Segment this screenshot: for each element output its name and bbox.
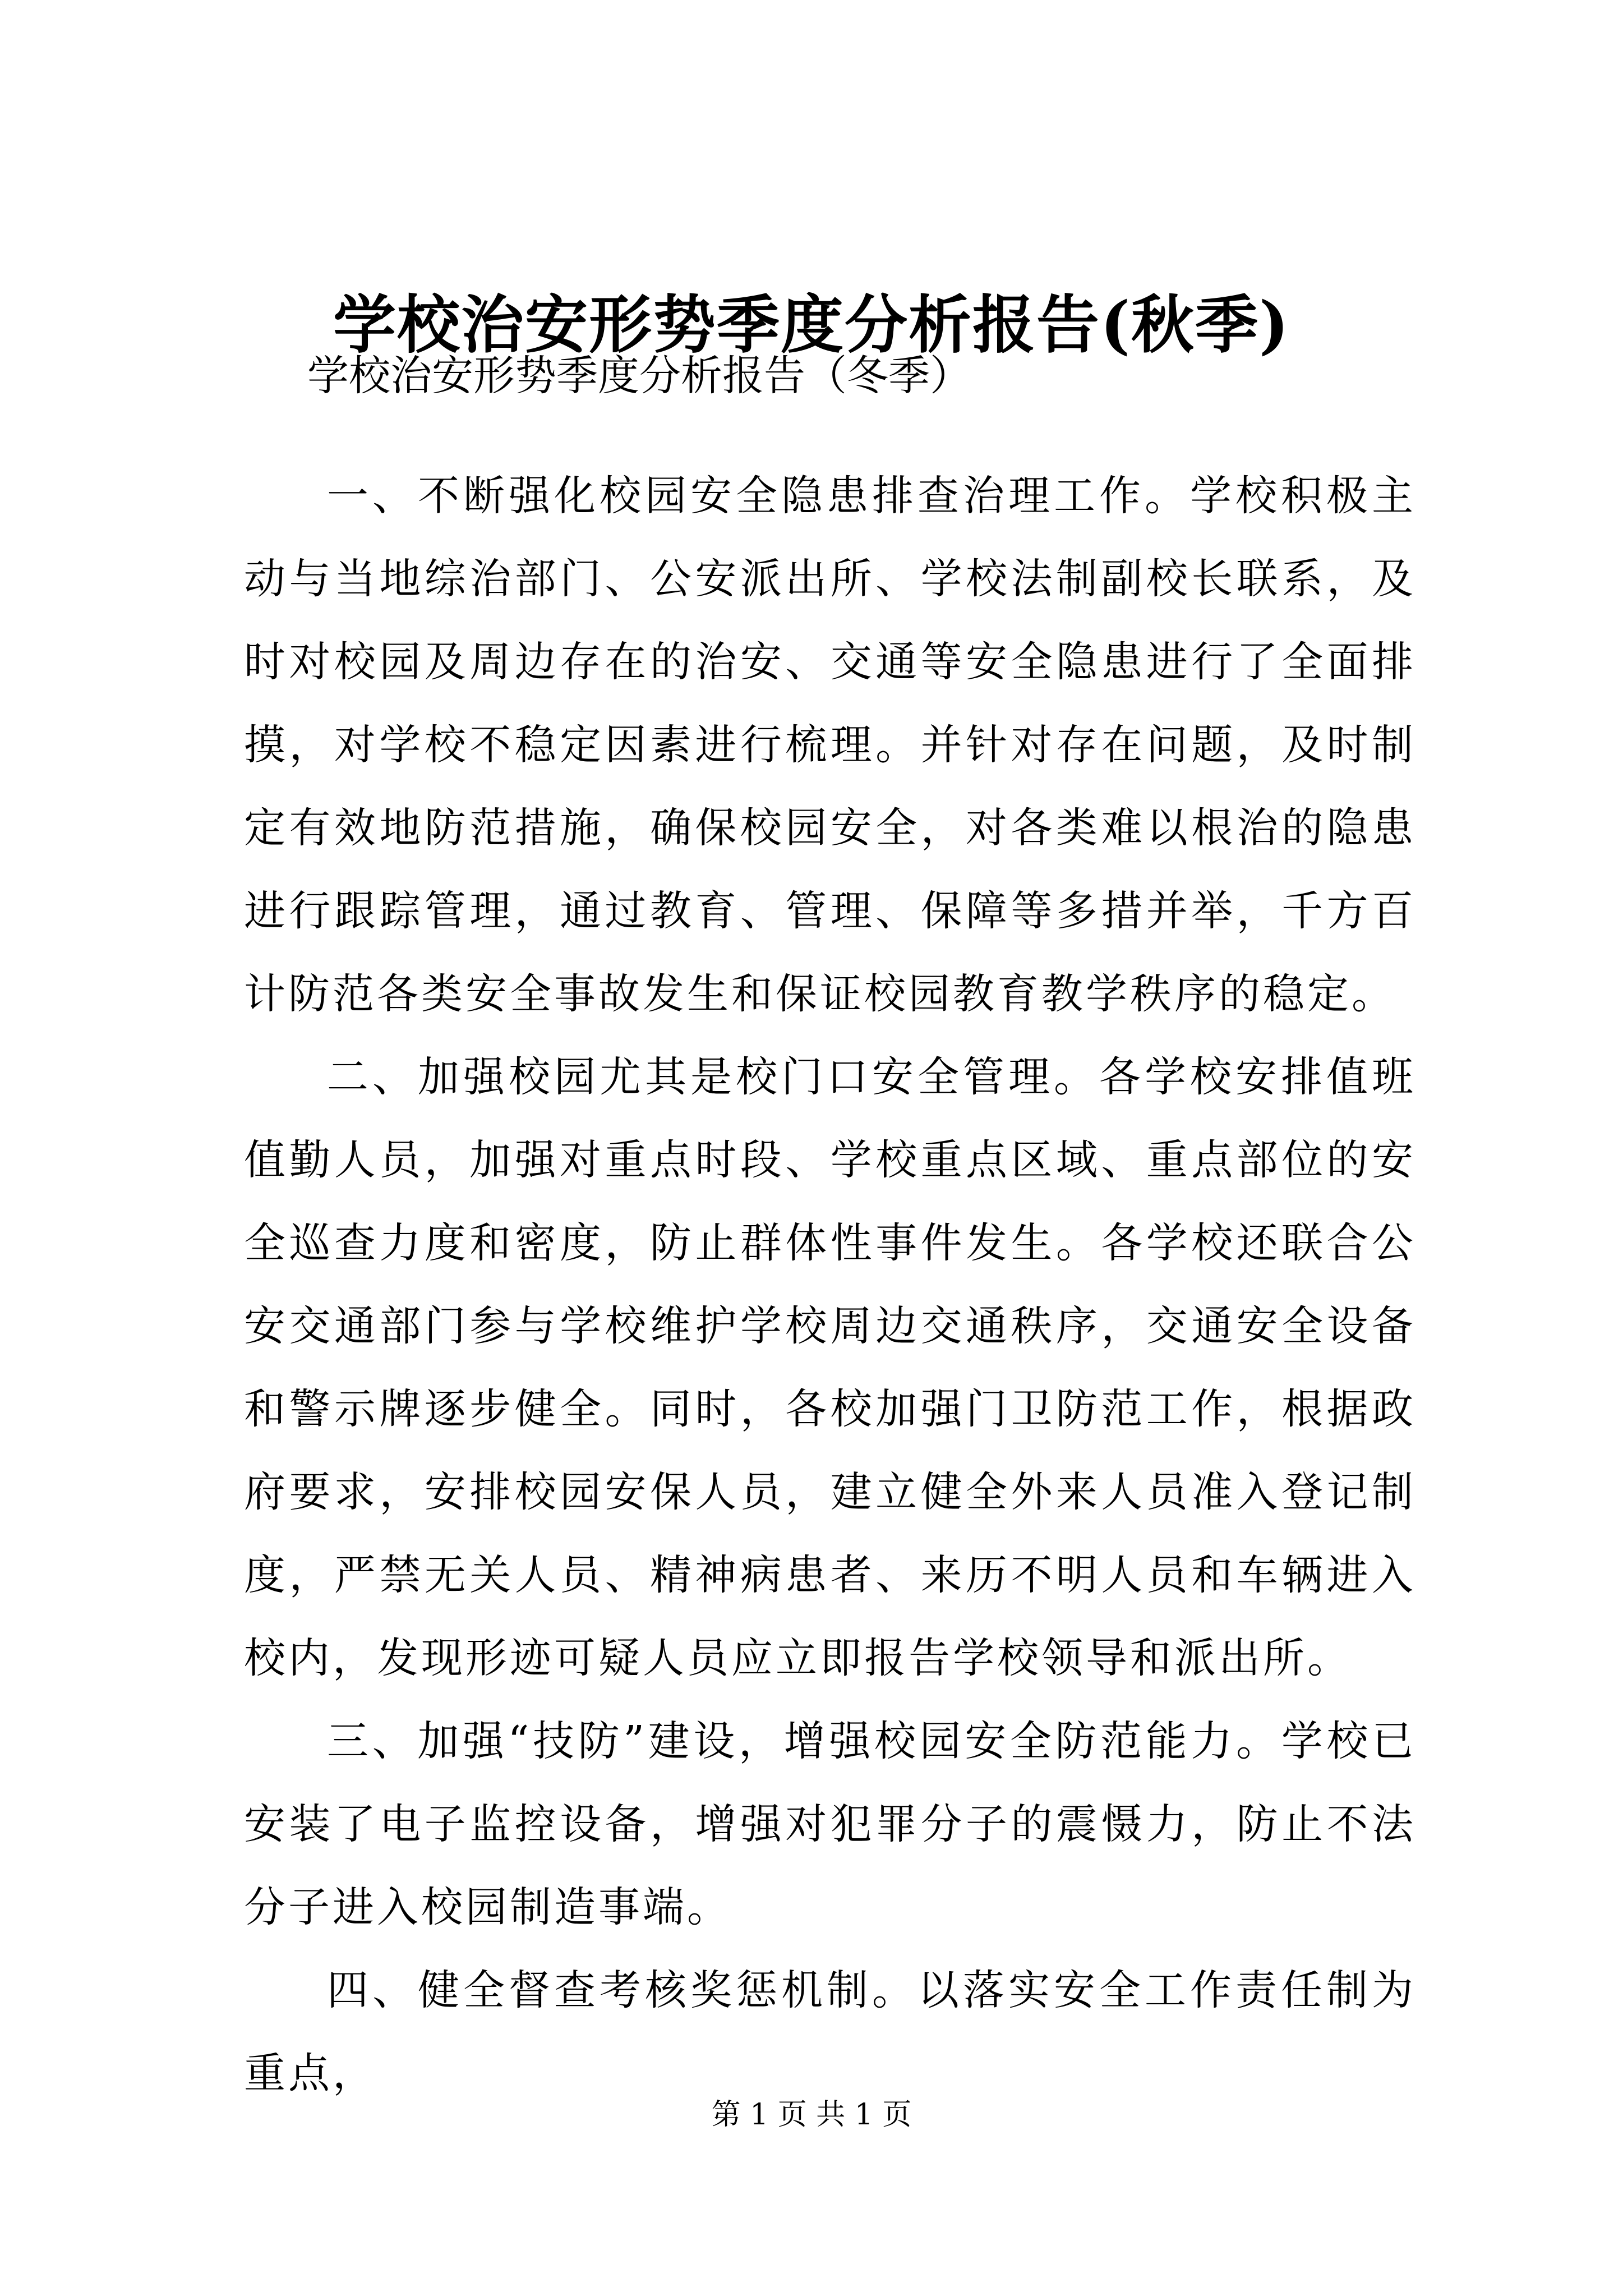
paragraph-2: 二、加强校园尤其是校门口安全管理。各学校安排值班值勤人员，加强对重点时段、学校重点区域、重点部位的安全巡查力度和密度，防止群体性事件发生。各学校还联合公安交通部门参与学校维护学校周边交通秩序，交通安全设备和警示牌逐步健全。同时，各校加强门卫防范工作，根据政府要求，安排校园安保人员，建立健全外来人员准入登记制度，严禁无关人员、精神病患者、来历不明人员和车辆进入校内，发现形迹可疑人员应立即报告学校领导和派出所。 [244, 1053, 1416, 1682]
document-subtitle: 学校治安形势季度分析报告（冬季） [307, 352, 971, 400]
paragraph-4: 四、健全督查考核奖惩机制。以落实安全工作责任制为重点， [244, 1966, 1416, 2097]
document-title: 学校治安形势季度分析报告(秋季) [333, 288, 1290, 362]
paragraph-1: 一、不断强化校园安全隐患排查治理工作。学校积极主动与当地综治部门、公安派出所、学校法制副校长联系，及时对校园及周边存在的治安、交通等安全隐患进行了全面排摸，对学校不稳定因素进行梳理。并针对存在问题，及时制定有效地防范措施，确保校园安全，对各类难以根治的隐患进行跟踪管理，通过教育、管理、保障等多措并举，千方百计防范各类安全事故发生和保证校园教育教学秩序的稳定。 [244, 472, 1416, 1018]
document-body [244, 454, 1416, 2115]
page-footer: 第 1 页 共 1 页 [711, 2098, 912, 2132]
paragraph-3: 三、加强“技防”建设，增强校园安全防范能力。学校已安装了电子监控设备，增强对犯罪分子的震慑力，防止不法分子进入校园制造事端。 [244, 1717, 1416, 1931]
